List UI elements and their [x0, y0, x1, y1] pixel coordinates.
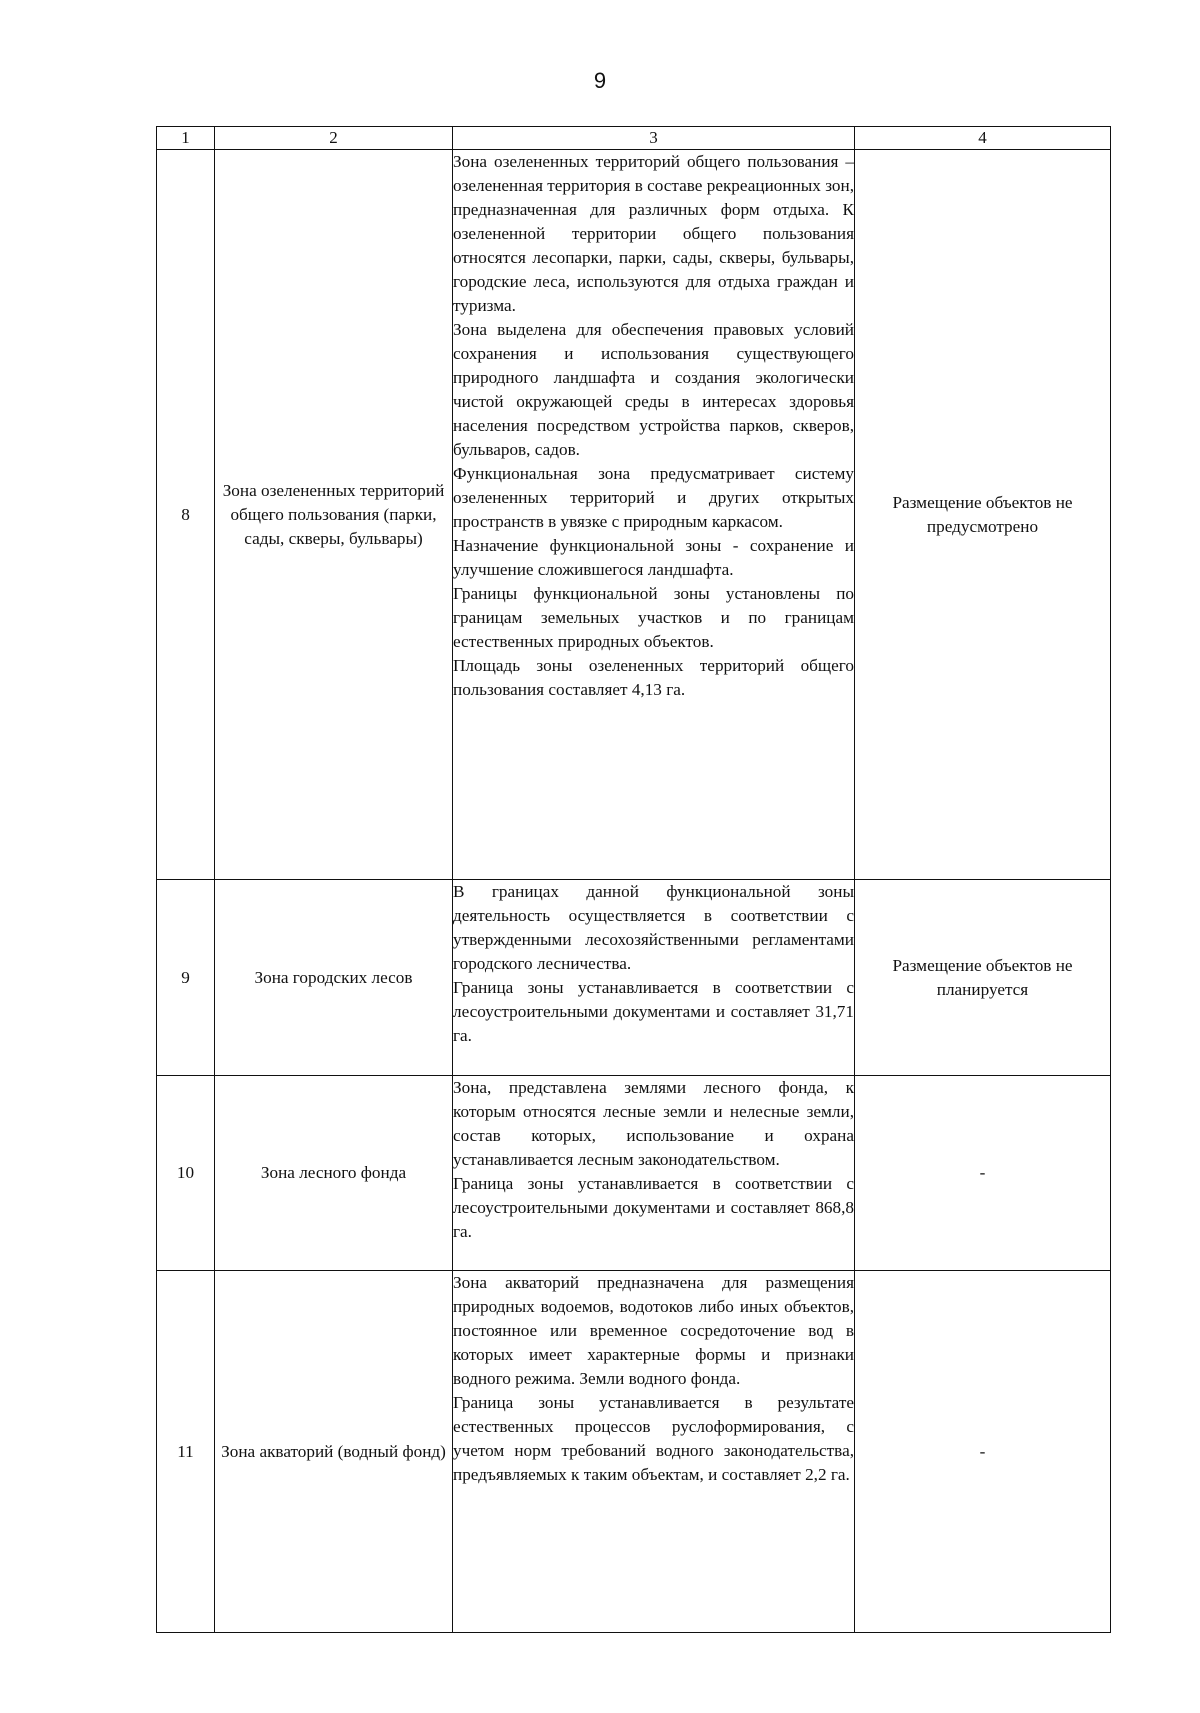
table-row [157, 880, 1111, 1076]
zone-description [453, 1271, 855, 1633]
zone-description [453, 880, 855, 1076]
table-header-row [157, 127, 1111, 150]
row-number: 8 [157, 150, 215, 880]
zone-name: Зона акваторий (водный фонд) [215, 1271, 453, 1633]
description-paragraph: Зона выделена для обеспечения правовых условий сохранения и использования существующего природного ландшафта и создания экологически чистой окружающей среды в интересах здоровья населения посредством устройства парков, скверов, бульваров, садов. [453, 320, 854, 459]
description-paragraph: Назначение функциональной зоны - сохранение и улучшение сложившегося ландшафта. [453, 536, 854, 579]
description-paragraph: Граница зоны устанавливается в результате естественных процессов руслоформирования, с учетом норм требований водного законодательства, предъявляемых к таким объектам, и составляет 2,2 га. [453, 1393, 854, 1484]
description-paragraph: Границы функциональной зоны установлены по границам земельных участков и по границам естественных природных объектов. [453, 584, 854, 651]
placement-note: Размещение объектов не предусмотрено [855, 150, 1111, 880]
description-paragraph: Зона, представлена землями лесного фонда, к которым относятся лесные земли и нелесные земли, состав которых, использование и охрана устанавливается лесным законодательством. [453, 1078, 854, 1169]
zone-description [453, 1076, 855, 1271]
description-paragraph: Зона акваторий предназначена для размещения природных водоемов, водотоков либо иных объектов, постоянное или временное сосредоточение вод в которых имеет характерные формы и признаки водного режима. Земли водного фонда. [453, 1273, 854, 1388]
column-header-4: 4 [855, 127, 1111, 150]
row-number: 9 [157, 880, 215, 1076]
column-header-1: 1 [157, 127, 215, 150]
zone-description [453, 150, 855, 880]
placement-note: Размещение объектов не планируется [855, 880, 1111, 1076]
zone-name: Зона озелененных территорий общего пользования (парки, сады, скверы, бульвары) [215, 150, 453, 880]
description-paragraph: Граница зоны устанавливается в соответствии с лесоустроительными документами и составляет 31,71 га. [453, 978, 854, 1045]
zone-name: Зона лесного фонда [215, 1076, 453, 1271]
table-row [157, 150, 1111, 880]
zone-name: Зона городских лесов [215, 880, 453, 1076]
row-number: 10 [157, 1076, 215, 1271]
description-paragraph: Граница зоны устанавливается в соответствии с лесоустроительными документами и составляет 868,8 га. [453, 1174, 854, 1241]
zones-table [156, 126, 1111, 1633]
column-header-3: 3 [453, 127, 855, 150]
placement-note: - [855, 1076, 1111, 1271]
placement-note: - [855, 1271, 1111, 1633]
description-paragraph: Зона озелененных территорий общего пользования – озелененная территория в составе рекреационных зон, предназначенная для различных форм отдыха. К озелененной территории общего пользования относятся лесопарки, парки, сады, скверы, бульвары, городские леса, используются для отдыха граждан и туризма. [453, 152, 854, 315]
table-row [157, 1271, 1111, 1633]
description-paragraph: В границах данной функциональной зоны деятельность осуществляется в соответствии с утвержденными лесохозяйственными регламентами городского лесничества. [453, 882, 854, 973]
description-paragraph: Функциональная зона предусматривает систему озелененных территорий и других открытых пространств в увязке с природным каркасом. [453, 464, 854, 531]
page-number: 9 [593, 68, 607, 93]
description-paragraph: Площадь зоны озелененных территорий общего пользования составляет 4,13 га. [453, 656, 854, 699]
row-number: 11 [157, 1271, 215, 1633]
table-row [157, 1076, 1111, 1271]
column-header-2: 2 [215, 127, 453, 150]
